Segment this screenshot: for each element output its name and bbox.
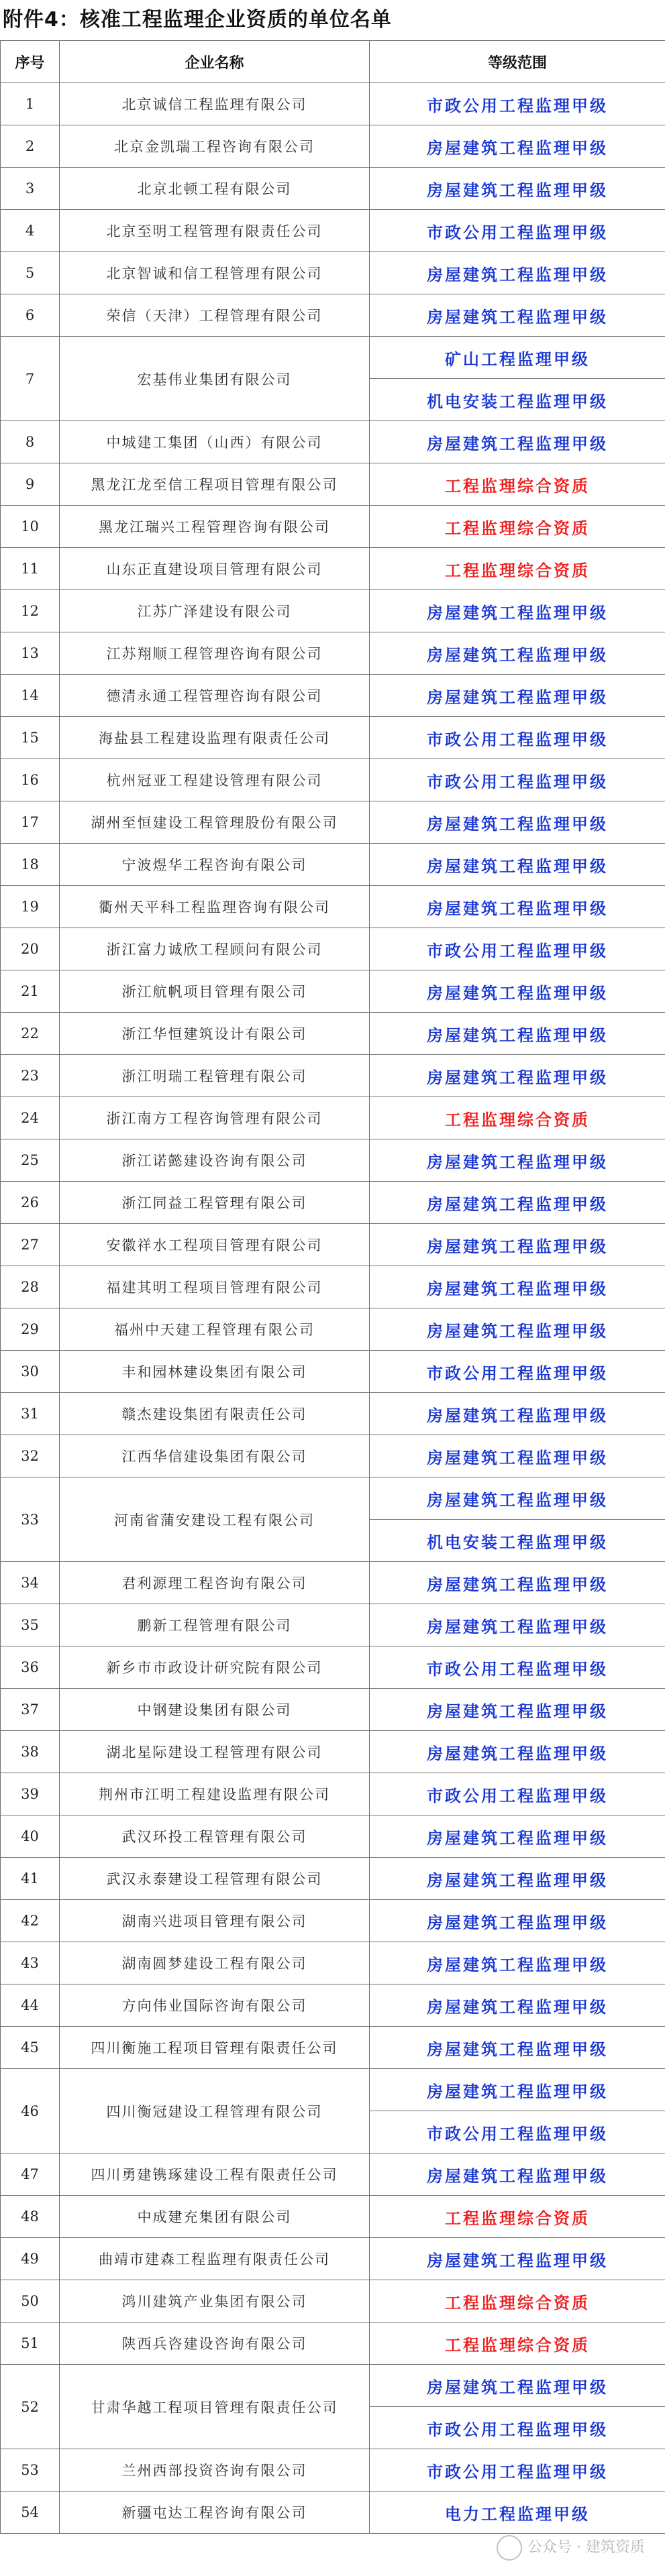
row-company-name: 浙江航帆项目管理有限公司 <box>60 970 370 1013</box>
row-seq: 42 <box>1 1900 60 1942</box>
row-grade-scope: 房屋建筑工程监理甲级 <box>370 421 665 463</box>
row-seq: 27 <box>1 1224 60 1266</box>
row-seq: 19 <box>1 886 60 928</box>
row-seq: 53 <box>1 2449 60 2491</box>
row-company-name: 福建其明工程项目管理有限公司 <box>60 1266 370 1308</box>
table-header-row <box>1 41 665 83</box>
row-company-name: 浙江同益工程管理有限公司 <box>60 1182 370 1224</box>
table-row <box>1 717 665 759</box>
table-row <box>1 1182 665 1224</box>
row-seq: 6 <box>1 294 60 337</box>
row-grade-scope: 房屋建筑工程监理甲级 <box>370 1477 665 1520</box>
row-seq: 3 <box>1 168 60 210</box>
row-company-name: 浙江诺懿建设咨询有限公司 <box>60 1139 370 1182</box>
row-grade-scope: 房屋建筑工程监理甲级 <box>370 1900 665 1942</box>
row-seq: 22 <box>1 1013 60 1055</box>
row-seq: 37 <box>1 1689 60 1731</box>
row-seq: 1 <box>1 83 60 125</box>
row-company-name: 方向伟业国际咨询有限公司 <box>60 1984 370 2027</box>
row-company-name: 浙江华恒建筑设计有限公司 <box>60 1013 370 1055</box>
row-seq: 49 <box>1 2238 60 2280</box>
table-row <box>1 1942 665 1984</box>
row-grade-scope: 工程监理综合资质 <box>370 2322 665 2365</box>
table-row <box>1 1773 665 1815</box>
row-seq: 45 <box>1 2027 60 2069</box>
header-name: 企业名称 <box>60 41 370 83</box>
row-company-name: 赣杰建设集团有限责任公司 <box>60 1393 370 1435</box>
table-row <box>1 294 665 337</box>
watermark-text: 公众号 · 建筑资质 <box>527 2539 645 2556</box>
row-company-name: 北京金凯瑞工程咨询有限公司 <box>60 125 370 168</box>
row-grade-scope: 工程监理综合资质 <box>370 1097 665 1139</box>
row-grade-scope: 房屋建筑工程监理甲级 <box>370 844 665 886</box>
table-row <box>1 83 665 125</box>
row-seq: 7 <box>1 337 60 421</box>
row-seq: 35 <box>1 1604 60 1646</box>
table-row <box>1 421 665 463</box>
row-company-name: 北京北顿工程有限公司 <box>60 168 370 210</box>
row-company-name: 四川衡施工程项目管理有限责任公司 <box>60 2027 370 2069</box>
row-company-name: 杭州冠亚工程建设管理有限公司 <box>60 759 370 801</box>
row-grade-scope: 房屋建筑工程监理甲级 <box>370 590 665 632</box>
table-row <box>1 801 665 844</box>
row-seq: 46 <box>1 2069 60 2153</box>
row-grade-scope: 市政公用工程监理甲级 <box>370 83 665 125</box>
row-grade-scope: 房屋建筑工程监理甲级 <box>370 1266 665 1308</box>
row-grade-scope: 房屋建筑工程监理甲级 <box>370 675 665 717</box>
row-company-name: 湖州至恒建设工程管理股份有限公司 <box>60 801 370 844</box>
row-company-name: 浙江明瑞工程管理有限公司 <box>60 1055 370 1097</box>
row-company-name: 浙江南方工程咨询管理有限公司 <box>60 1097 370 1139</box>
row-company-name: 甘肃华越工程项目管理有限责任公司 <box>60 2365 370 2449</box>
approved-companies-table <box>0 40 665 2534</box>
row-company-name: 河南省蒲安建设工程有限公司 <box>60 1477 370 1562</box>
row-seq: 51 <box>1 2322 60 2365</box>
table-row <box>1 759 665 801</box>
row-seq: 25 <box>1 1139 60 1182</box>
row-seq: 40 <box>1 1815 60 1858</box>
row-company-name: 福州中天建工程管理有限公司 <box>60 1308 370 1351</box>
row-grade-scope: 工程监理综合资质 <box>370 2280 665 2322</box>
table-body <box>1 83 665 2534</box>
table-row <box>1 2153 665 2196</box>
row-seq: 14 <box>1 675 60 717</box>
row-grade-scope: 房屋建筑工程监理甲级 <box>370 1055 665 1097</box>
row-seq: 16 <box>1 759 60 801</box>
table-row <box>1 928 665 970</box>
row-seq: 18 <box>1 844 60 886</box>
row-grade-scope: 房屋建筑工程监理甲级 <box>370 1224 665 1266</box>
table-row <box>1 506 665 548</box>
row-company-name: 江苏翔顺工程管理咨询有限公司 <box>60 632 370 675</box>
row-company-name: 鸿川建筑产业集团有限公司 <box>60 2280 370 2322</box>
row-grade-scope: 工程监理综合资质 <box>370 506 665 548</box>
row-company-name: 中城建工集团（山西）有限公司 <box>60 421 370 463</box>
row-seq: 28 <box>1 1266 60 1308</box>
row-seq: 29 <box>1 1308 60 1351</box>
row-grade-scope: 工程监理综合资质 <box>370 548 665 590</box>
row-seq: 17 <box>1 801 60 844</box>
table-row <box>1 2365 665 2407</box>
row-seq: 54 <box>1 2491 60 2534</box>
table-row <box>1 886 665 928</box>
table-row <box>1 1266 665 1308</box>
row-company-name: 曲靖市建森工程监理有限责任公司 <box>60 2238 370 2280</box>
row-company-name: 鹏新工程管理有限公司 <box>60 1604 370 1646</box>
row-company-name: 湖南兴进项目管理有限公司 <box>60 1900 370 1942</box>
row-company-name: 江苏广泽建设有限公司 <box>60 590 370 632</box>
row-company-name: 北京智诚和信工程管理有限公司 <box>60 252 370 294</box>
row-grade-scope: 电力工程监理甲级 <box>370 2491 665 2534</box>
table-row <box>1 1984 665 2027</box>
table-row <box>1 2491 665 2534</box>
row-grade-scope: 房屋建筑工程监理甲级 <box>370 632 665 675</box>
row-seq: 34 <box>1 1562 60 1604</box>
row-company-name: 宏基伟业集团有限公司 <box>60 337 370 421</box>
row-grade-scope: 房屋建筑工程监理甲级 <box>370 294 665 337</box>
row-grade-scope: 矿山工程监理甲级 <box>370 337 665 379</box>
row-grade-scope: 房屋建筑工程监理甲级 <box>370 168 665 210</box>
table-row <box>1 2280 665 2322</box>
row-grade-scope: 市政公用工程监理甲级 <box>370 928 665 970</box>
row-company-name: 北京至明工程管理有限责任公司 <box>60 210 370 252</box>
table-row <box>1 337 665 379</box>
row-grade-scope: 工程监理综合资质 <box>370 463 665 506</box>
table-row <box>1 844 665 886</box>
row-seq: 5 <box>1 252 60 294</box>
row-company-name: 新疆屯达工程咨询有限公司 <box>60 2491 370 2534</box>
row-grade-scope: 房屋建筑工程监理甲级 <box>370 1689 665 1731</box>
table-row <box>1 1731 665 1773</box>
row-seq: 4 <box>1 210 60 252</box>
row-company-name: 荣信（天津）工程管理有限公司 <box>60 294 370 337</box>
table-row <box>1 1689 665 1731</box>
row-company-name: 江西华信建设集团有限公司 <box>60 1435 370 1477</box>
row-grade-scope: 房屋建筑工程监理甲级 <box>370 1815 665 1858</box>
row-grade-scope: 房屋建筑工程监理甲级 <box>370 1139 665 1182</box>
table-row <box>1 632 665 675</box>
row-grade-scope: 房屋建筑工程监理甲级 <box>370 2027 665 2069</box>
table-row <box>1 2322 665 2365</box>
row-company-name: 湖北星际建设工程管理有限公司 <box>60 1731 370 1773</box>
row-seq: 52 <box>1 2365 60 2449</box>
row-grade-scope: 房屋建筑工程监理甲级 <box>370 1942 665 1984</box>
table-row <box>1 1604 665 1646</box>
row-seq: 36 <box>1 1646 60 1689</box>
row-grade-scope: 房屋建筑工程监理甲级 <box>370 1182 665 1224</box>
table-row <box>1 548 665 590</box>
row-seq: 20 <box>1 928 60 970</box>
table-row <box>1 1351 665 1393</box>
table-row <box>1 1562 665 1604</box>
row-grade-scope: 房屋建筑工程监理甲级 <box>370 125 665 168</box>
row-grade-scope: 市政公用工程监理甲级 <box>370 1646 665 1689</box>
row-seq: 11 <box>1 548 60 590</box>
row-seq: 48 <box>1 2196 60 2238</box>
row-company-name: 衢州天平科工程监理咨询有限公司 <box>60 886 370 928</box>
row-seq: 12 <box>1 590 60 632</box>
table-row <box>1 970 665 1013</box>
header-grade: 等级范围 <box>370 41 665 83</box>
wechat-logo-icon <box>497 2535 522 2561</box>
table-row <box>1 2449 665 2491</box>
row-company-name: 四川勇建镌琢建设工程有限责任公司 <box>60 2153 370 2196</box>
row-grade-scope: 房屋建筑工程监理甲级 <box>370 1731 665 1773</box>
row-company-name: 陕西兵咨建设咨询有限公司 <box>60 2322 370 2365</box>
row-grade-scope: 工程监理综合资质 <box>370 2196 665 2238</box>
table-row <box>1 1224 665 1266</box>
row-grade-scope: 房屋建筑工程监理甲级 <box>370 252 665 294</box>
table-row <box>1 1858 665 1900</box>
row-grade-scope: 房屋建筑工程监理甲级 <box>370 1604 665 1646</box>
watermark <box>497 2534 645 2561</box>
row-company-name: 宁波煜华工程咨询有限公司 <box>60 844 370 886</box>
row-seq: 30 <box>1 1351 60 1393</box>
row-grade-scope: 房屋建筑工程监理甲级 <box>370 801 665 844</box>
table-row <box>1 252 665 294</box>
row-grade-scope: 机电安装工程监理甲级 <box>370 1520 665 1562</box>
row-seq: 10 <box>1 506 60 548</box>
table-row <box>1 2238 665 2280</box>
table-row <box>1 2069 665 2111</box>
row-grade-scope: 房屋建筑工程监理甲级 <box>370 1308 665 1351</box>
row-company-name: 安徽祥水工程项目管理有限公司 <box>60 1224 370 1266</box>
row-company-name: 武汉永泰建设工程管理有限公司 <box>60 1858 370 1900</box>
row-seq: 50 <box>1 2280 60 2322</box>
table-row <box>1 1097 665 1139</box>
row-grade-scope: 房屋建筑工程监理甲级 <box>370 1393 665 1435</box>
row-grade-scope: 市政公用工程监理甲级 <box>370 1773 665 1815</box>
row-grade-scope: 房屋建筑工程监理甲级 <box>370 2238 665 2280</box>
table-row <box>1 1646 665 1689</box>
row-grade-scope: 市政公用工程监理甲级 <box>370 1351 665 1393</box>
table-row <box>1 1055 665 1097</box>
table-row <box>1 1815 665 1858</box>
row-seq: 13 <box>1 632 60 675</box>
row-grade-scope: 房屋建筑工程监理甲级 <box>370 2153 665 2196</box>
row-seq: 2 <box>1 125 60 168</box>
row-company-name: 德清永通工程管理咨询有限公司 <box>60 675 370 717</box>
row-seq: 31 <box>1 1393 60 1435</box>
row-company-name: 黑龙江瑞兴工程管理咨询有限公司 <box>60 506 370 548</box>
table-row <box>1 1477 665 1520</box>
row-company-name: 丰和园林建设集团有限公司 <box>60 1351 370 1393</box>
row-seq: 9 <box>1 463 60 506</box>
row-grade-scope: 房屋建筑工程监理甲级 <box>370 886 665 928</box>
page-title: 附件4：核准工程监理企业资质的单位名单 <box>3 8 392 32</box>
table-row <box>1 2027 665 2069</box>
table-row <box>1 2196 665 2238</box>
row-grade-scope: 房屋建筑工程监理甲级 <box>370 1984 665 2027</box>
row-seq: 21 <box>1 970 60 1013</box>
row-seq: 8 <box>1 421 60 463</box>
row-company-name: 兰州西部投资咨询有限公司 <box>60 2449 370 2491</box>
table-row <box>1 1393 665 1435</box>
row-grade-scope: 房屋建筑工程监理甲级 <box>370 1562 665 1604</box>
row-seq: 15 <box>1 717 60 759</box>
row-company-name: 新乡市市政设计研究院有限公司 <box>60 1646 370 1689</box>
table-row <box>1 1900 665 1942</box>
row-seq: 39 <box>1 1773 60 1815</box>
row-seq: 26 <box>1 1182 60 1224</box>
row-grade-scope: 市政公用工程监理甲级 <box>370 210 665 252</box>
row-company-name: 湖南圆梦建设工程有限公司 <box>60 1942 370 1984</box>
row-grade-scope: 市政公用工程监理甲级 <box>370 2111 665 2153</box>
row-grade-scope: 机电安装工程监理甲级 <box>370 379 665 421</box>
row-grade-scope: 市政公用工程监理甲级 <box>370 759 665 801</box>
row-seq: 44 <box>1 1984 60 2027</box>
row-grade-scope: 市政公用工程监理甲级 <box>370 717 665 759</box>
row-seq: 43 <box>1 1942 60 1984</box>
table-row <box>1 125 665 168</box>
row-grade-scope: 市政公用工程监理甲级 <box>370 2449 665 2491</box>
row-grade-scope: 房屋建筑工程监理甲级 <box>370 2365 665 2407</box>
row-company-name: 黑龙江龙至信工程项目管理有限公司 <box>60 463 370 506</box>
row-seq: 33 <box>1 1477 60 1562</box>
table-row <box>1 675 665 717</box>
table-row <box>1 1139 665 1182</box>
row-company-name: 山东正直建设项目管理有限公司 <box>60 548 370 590</box>
row-company-name: 武汉环投工程管理有限公司 <box>60 1815 370 1858</box>
table-row <box>1 1308 665 1351</box>
row-grade-scope: 房屋建筑工程监理甲级 <box>370 1435 665 1477</box>
row-company-name: 四川衡冠建设工程管理有限公司 <box>60 2069 370 2153</box>
table-row <box>1 590 665 632</box>
row-seq: 24 <box>1 1097 60 1139</box>
row-company-name: 中成建充集团有限公司 <box>60 2196 370 2238</box>
row-seq: 23 <box>1 1055 60 1097</box>
row-grade-scope: 房屋建筑工程监理甲级 <box>370 1013 665 1055</box>
row-company-name: 荆州市江明工程建设监理有限公司 <box>60 1773 370 1815</box>
row-seq: 38 <box>1 1731 60 1773</box>
row-company-name: 中钢建设集团有限公司 <box>60 1689 370 1731</box>
table-row <box>1 168 665 210</box>
row-grade-scope: 房屋建筑工程监理甲级 <box>370 970 665 1013</box>
row-seq: 47 <box>1 2153 60 2196</box>
row-seq: 32 <box>1 1435 60 1477</box>
row-grade-scope: 市政公用工程监理甲级 <box>370 2407 665 2449</box>
table-row <box>1 463 665 506</box>
table-row <box>1 210 665 252</box>
table-row <box>1 1435 665 1477</box>
header-seq: 序号 <box>1 41 60 83</box>
table-row <box>1 1013 665 1055</box>
row-grade-scope: 房屋建筑工程监理甲级 <box>370 2069 665 2111</box>
row-company-name: 君利源理工程咨询有限公司 <box>60 1562 370 1604</box>
row-company-name: 浙江富力诚欣工程顾问有限公司 <box>60 928 370 970</box>
row-grade-scope: 房屋建筑工程监理甲级 <box>370 1858 665 1900</box>
row-seq: 41 <box>1 1858 60 1900</box>
row-company-name: 海盐县工程建设监理有限责任公司 <box>60 717 370 759</box>
row-company-name: 北京诚信工程监理有限公司 <box>60 83 370 125</box>
